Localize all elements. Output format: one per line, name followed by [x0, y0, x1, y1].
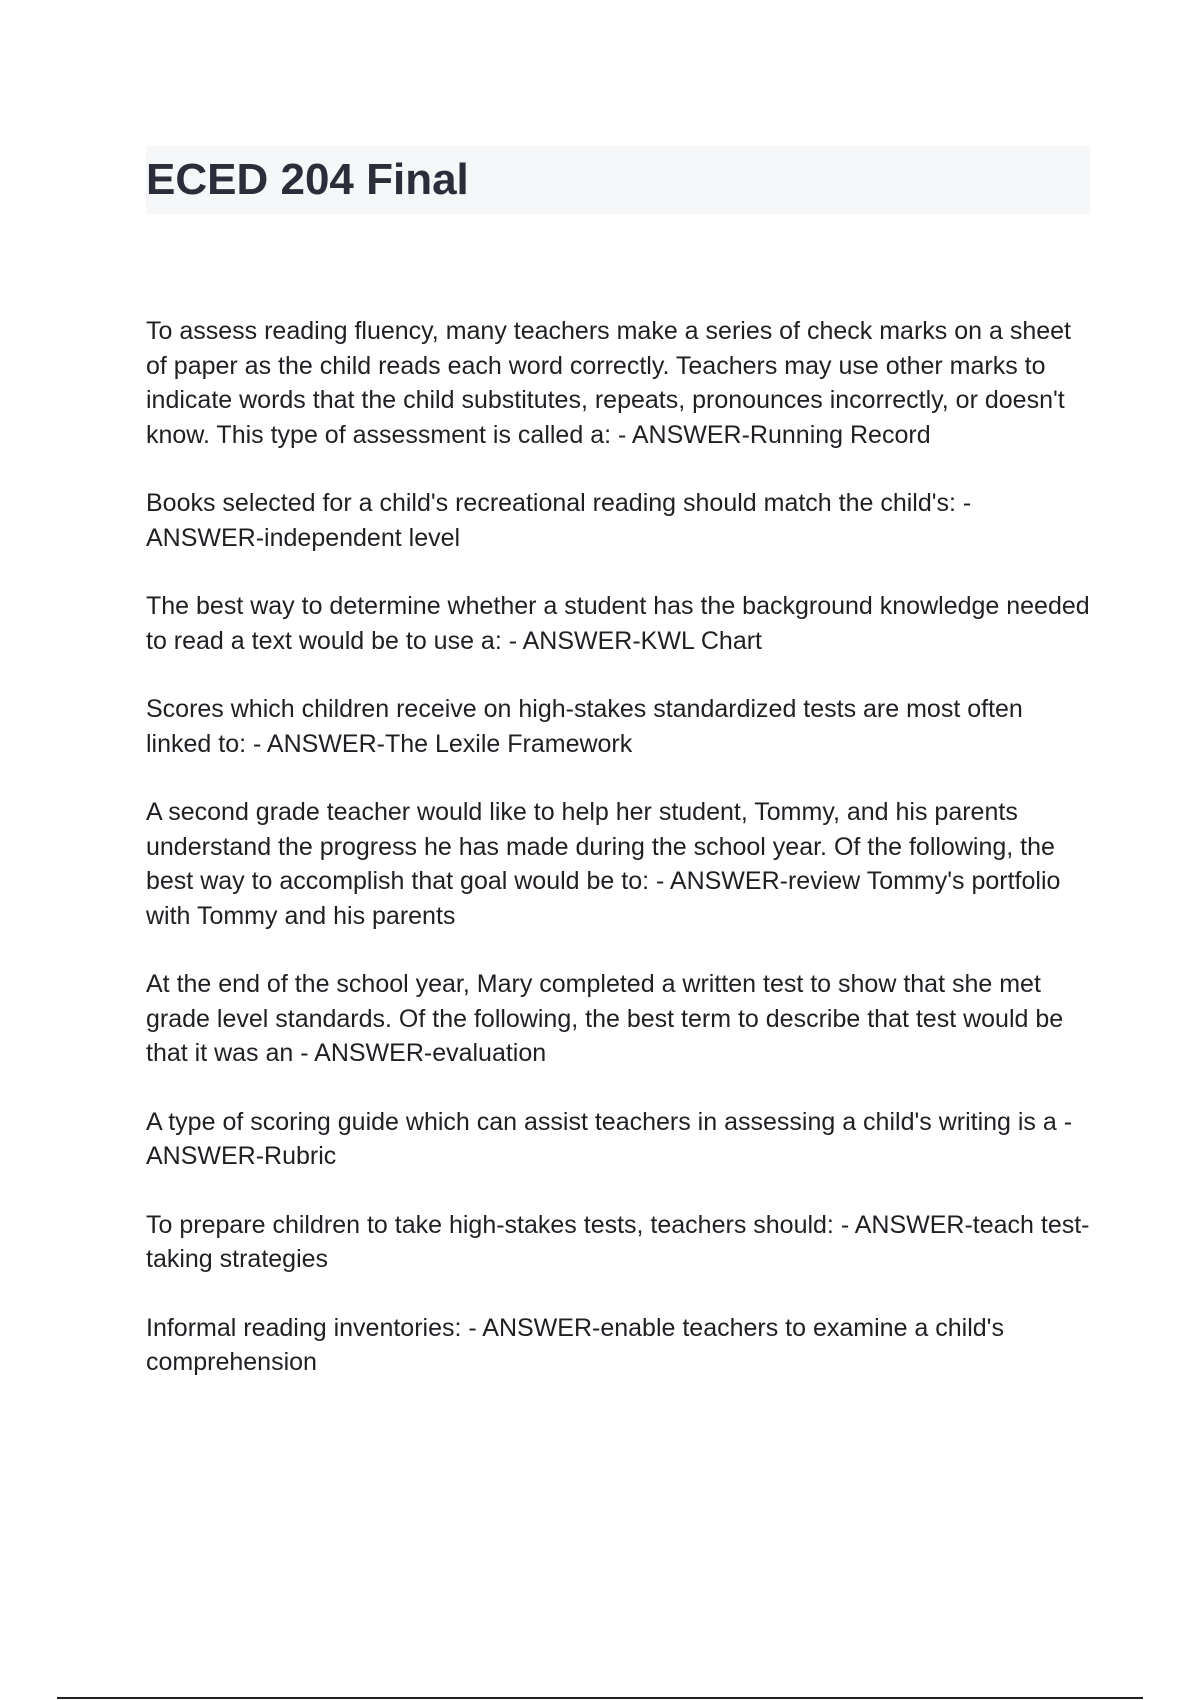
qa-item: A type of scoring guide which can assist teachers in assessing a child's writing is a - ANSWER-Rubric [146, 1107, 1073, 1170]
qa-item: The best way to determine whether a student has the background knowledge needed to read a text would be to use a: - ANSWER-KWL Chart [146, 592, 1090, 655]
qa-item: At the end of the school year, Mary completed a written test to show that she met grade level standards. Of the following, the best term to describe that test would be that it was an - ANSWER-evaluation [146, 970, 1064, 1067]
qa-item: Scores which children receive on high-stakes standardized tests are most often linked to: - ANSWER-The Lexile Framework [146, 695, 1023, 758]
qa-item: Books selected for a child's recreational reading should match the child's: - ANSWER-independent level [146, 489, 972, 552]
page-bottom-divider [57, 1697, 1143, 1699]
qa-item: Informal reading inventories: - ANSWER-enable teachers to examine a child's comprehension [146, 1313, 1004, 1376]
qa-item: To assess reading fluency, many teachers make a series of check marks on a sheet of paper as the child reads each word correctly. Teachers may use other marks to indicate words that the child substitutes, repeats, pronounces incorrectly, or doesn't know. This type of assessment is called a: - ANSWER-Running Record [146, 317, 1071, 449]
qa-list [146, 314, 1090, 1414]
qa-item: A second grade teacher would like to help her student, Tommy, and his parents understand the progress he has made during the school year. Of the following, the best way to accomplish that goal would be to: - ANSWER-review Tommy's portfolio with Tommy and his parents [146, 798, 1061, 930]
qa-item: To prepare children to take high-stakes tests, teachers should: - ANSWER-teach test-taking strategies [146, 1210, 1090, 1273]
page-title: ECED 204 Final [146, 155, 469, 204]
title-banner [146, 146, 1090, 214]
